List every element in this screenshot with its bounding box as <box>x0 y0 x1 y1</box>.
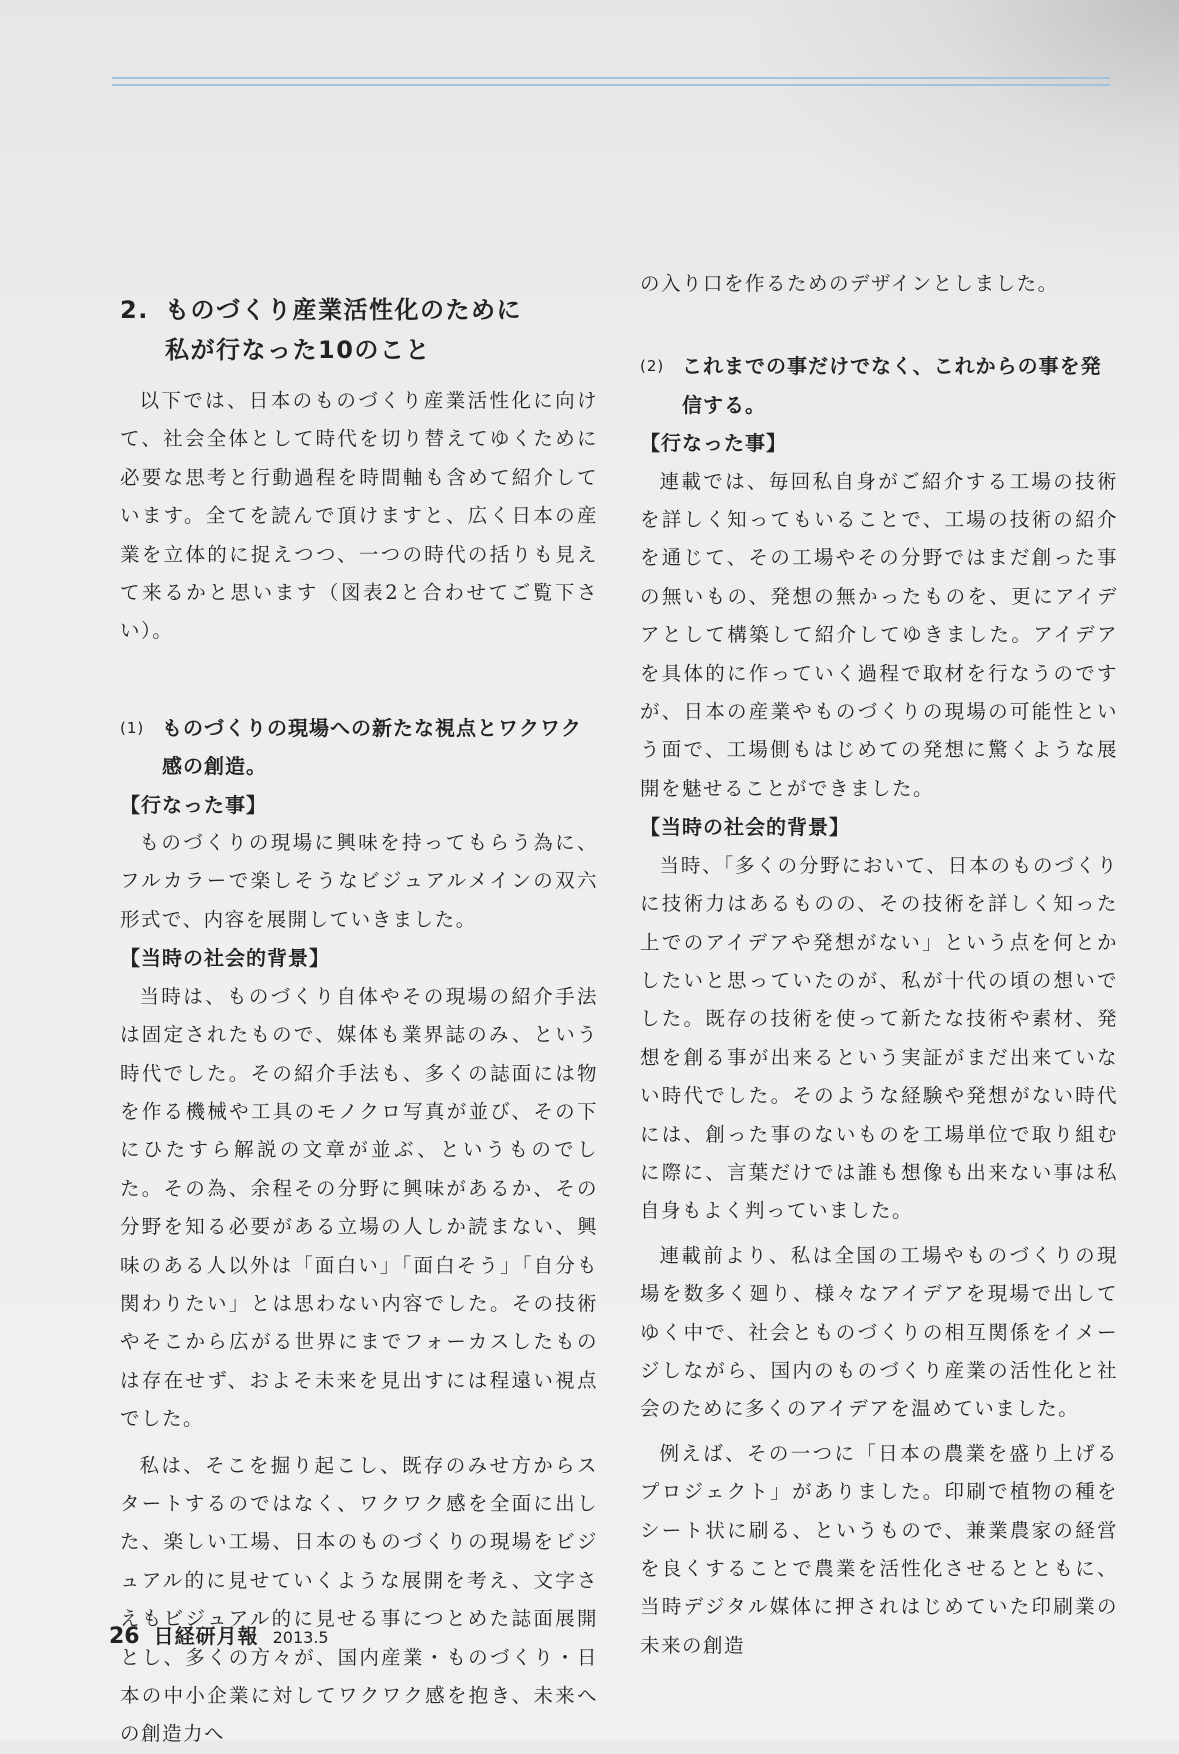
issue-date: 2013.5 <box>272 1628 329 1647</box>
item2-title: これまでの事だけでなく、これからの事を発信する。 <box>682 354 1102 417</box>
right-column <box>640 265 1118 1665</box>
journal-name: 日経研月報 <box>153 1624 259 1648</box>
intro-paragraph: 以下では、日本のものづくり産業活性化に向けて、社会全体として時代を切り替えてゆくために必要な思考と行動過程を時間軸も含めて紹介しています。全てを読んで頂けますと、広く日本の産業を立体的に捉えつつ、一つの時代の括りも見えて来るかと思います（図表2と合わせてご覧下さい）。 <box>120 389 598 643</box>
item2-background-label: 【当時の社会的背景】 <box>640 815 850 840</box>
page-number: 26 <box>109 1624 140 1649</box>
item1-index: (1) <box>120 718 145 737</box>
item2-done-label: 【行なった事】 <box>640 431 787 456</box>
section-title-line1: ものづくり産業活性化のために <box>165 296 522 324</box>
item1-done-label: 【行なった事】 <box>120 792 267 817</box>
item1-background-label: 【当時の社会的背景】 <box>120 946 330 971</box>
section-number: 2. <box>120 296 149 324</box>
item2-heading <box>640 347 1118 424</box>
page-footer <box>109 1620 329 1649</box>
left-column <box>120 290 598 1754</box>
header-rule-bottom <box>112 84 1110 86</box>
item2-background-p1: 当時、「多くの分野において、日本のものづくりに技術力はあるものの、その技術を詳しく知った上でのアイデアや発想がない」という点を何とかしたいと思っていたのが、私が十代の頃の想いでした。既存の技術を使って新たな技術や素材、発想を創る事が出来るという実証がまだ出来ていない時代でした。そのような経験や発想がない時代には、創った事のないものを工場単位で取り組むに際に、言葉だけでは誰も想像も出来ない事は私自身もよく判っていました。 <box>640 853 1118 1223</box>
item1-continuation: の入り口を作るためのデザインとしました。 <box>640 272 1059 295</box>
item1-title: ものづくりの現場への新たな視点とワクワク感の創造。 <box>162 715 582 779</box>
item2-index: (2) <box>640 357 665 376</box>
section-title-line2: 私が行なった10のこと <box>165 336 431 364</box>
item1-heading <box>120 709 598 786</box>
item2-done-text: 連載では、毎回私自身がご紹介する工場の技術を詳しく知ってもいることで、工場の技術の紹介を通じて、その工場やその分野ではまだ創った事の無いもの、発想の無かったものを、更にアイデアとして構築して紹介してゆきました。アイデアを具体的に作っていく過程で取材を行なうのですが、日本の産業やものづくりの現場の可能性という面で、工場側もはじめての発想に驚くような展開を魅せることができました。 <box>640 469 1118 800</box>
scan-shadow <box>759 0 1179 260</box>
item1-background-p1: 当時は、ものづくり自体やその現場の紹介手法は固定されたもので、媒体も業界誌のみ、という時代でした。その紹介手法も、多くの誌面には物を作る機械や工具のモノクロ写真が並び、その下にひたすら解説の文章が並ぶ、というものでした。その為、余程その分野に興味があるか、その分野を知る必要がある立場の人しか読まない、興味のある人以外は「面白い」「面白そう」「自分も関わりたい」とは思わない内容でした。その技術やそこから広がる世界にまでフォーカスしたものは存在せず、およそ未来を見出すには程遠い視点でした。 <box>120 984 598 1431</box>
item1-done-text: ものづくりの現場に興味を持ってもらう為に、フルカラーで楽しそうなビジュアルメインの双六形式で、内容を展開していきました。 <box>120 831 598 931</box>
item2-background-p3: 例えば、その一つに「日本の農業を盛り上げるプロジェクト」がありました。印刷で植物の種をシート状に刷る、というもので、兼業農家の経営を良くすることで農業を活性化させるとともに、当時デジタル媒体に押されはじめていた印刷業の未来の創造 <box>640 1441 1118 1657</box>
section-title <box>120 290 598 370</box>
item2-background-p2: 連載前より、私は全国の工場やものづくりの現場を数多く廻り、様々なアイデアを現場で出してゆく中で、社会とものづくりの相互関係をイメージしながら、国内のものづくり産業の活性化と社会のために多くのアイデアを温めていました。 <box>640 1243 1118 1421</box>
header-rule-top <box>112 77 1110 79</box>
item1-background-p2: 私は、そこを掘り起こし、既存のみせ方からスタートするのではなく、ワクワク感を全面に出した、楽しい工場、日本のものづくりの現場をビジュアル的に見せていくような展開を考え、文字さえもビジュアル的に見せる事につとめた誌面展開とし、多くの方々が、国内産業・ものづくり・日本の中小企業に対してワクワク感を抱き、未来への創造力へ <box>120 1453 598 1746</box>
